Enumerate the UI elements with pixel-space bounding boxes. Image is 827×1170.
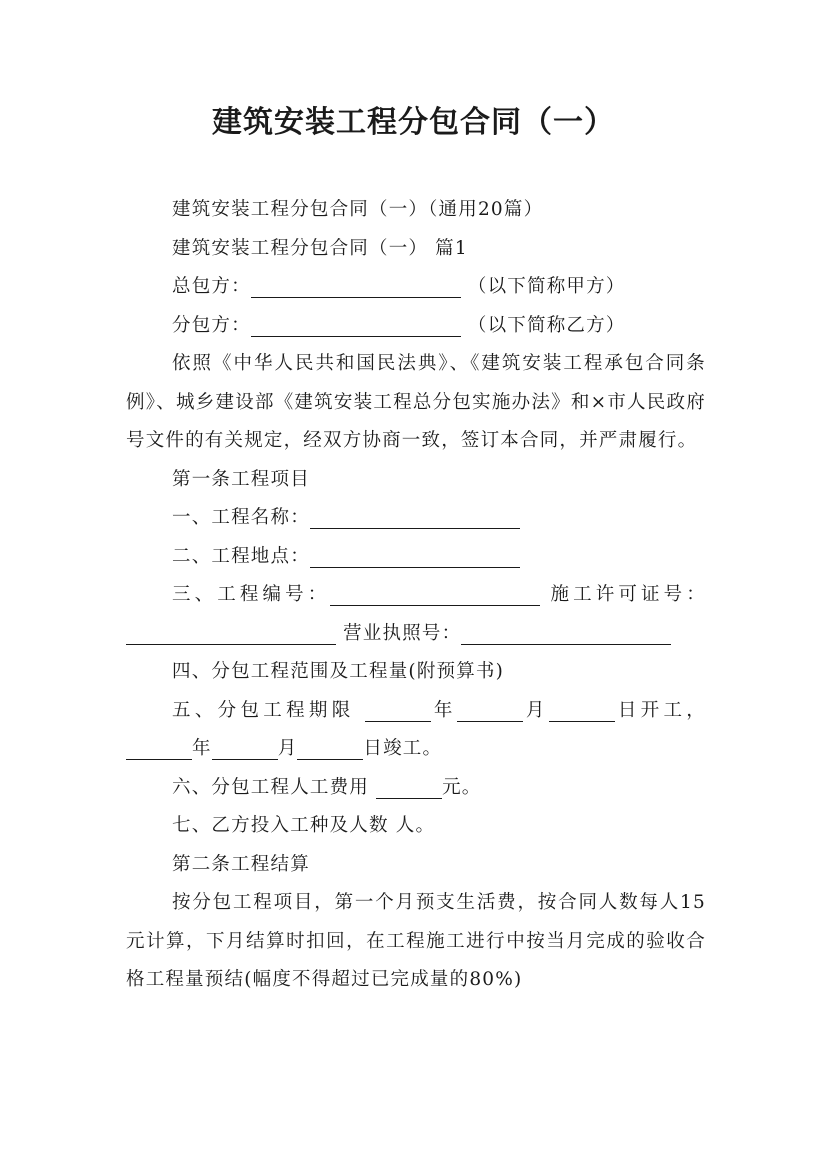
- project-name-line: [126, 499, 706, 538]
- project-location-label: 二、工程地点：: [172, 545, 310, 567]
- preamble-paragraph: 依照《中华人民共和国民法典》、《建筑安装工程承包合同条例》、城乡建设部《建筑安装工程总分包实施办法》和×市人民政府号文件的有关规定，经双方协商一致，签订本合同，并严肃履行。: [126, 353, 706, 451]
- subtitle-line: 建筑安装工程分包合同（一）（通用20篇）: [172, 199, 544, 220]
- end-month-label: 月: [277, 738, 298, 759]
- project-name-label: 一、工程名称：: [172, 507, 310, 528]
- project-name-blank: [310, 502, 520, 529]
- period-label: 五、分包工程期限: [172, 699, 355, 721]
- project-number-line: [126, 576, 706, 615]
- settlement-paragraph: 按分包工程项目，第一个月预支生活费，按合同人数每人15元计算，下月结算时扣回，在工程施工进行中按当月完成的验收合格工程量预结(幅度不得超过已完成量的80%): [126, 892, 706, 990]
- section-label-line: 建筑安装工程分包合同（一） 篇1: [172, 237, 468, 259]
- end-day-label: 日竣工。: [363, 738, 443, 759]
- start-month-label: 月: [522, 699, 549, 721]
- permit-label: 施工许可证号：: [550, 584, 706, 605]
- period-end-line: [126, 730, 706, 769]
- start-day-label: 日开工，: [614, 699, 706, 721]
- start-day-blank: [549, 695, 615, 722]
- end-month-blank: [212, 733, 278, 760]
- subcontractor-label: 分包方：: [172, 314, 251, 336]
- document-title: 建筑安装工程分包合同（一）: [212, 105, 615, 140]
- project-number-label: 三、工程编号：: [172, 584, 331, 605]
- workers-line: 七、乙方投入工种及人数 人。: [172, 815, 436, 836]
- labor-cost-label: 六、分包工程人工费用: [172, 776, 370, 798]
- license-line: [126, 615, 706, 654]
- labor-cost-unit: 元。: [442, 776, 482, 798]
- article1-heading: 第一条工程项目: [172, 468, 310, 490]
- general-contractor-line: [126, 268, 706, 307]
- end-year-label: 年: [192, 738, 212, 759]
- subcontractor-blank: [251, 310, 461, 337]
- general-contractor-suffix: （以下简称甲方）: [467, 276, 626, 297]
- start-year-label: 年: [430, 699, 457, 721]
- end-day-blank: [297, 733, 363, 760]
- general-contractor-label: 总包方：: [172, 276, 251, 297]
- article2-heading: 第二条工程结算: [172, 853, 310, 875]
- license-blank: [461, 618, 671, 645]
- subcontractor-line: [126, 307, 706, 346]
- project-location-line: [126, 538, 706, 577]
- project-number-blank: [330, 579, 540, 606]
- labor-cost-line: [126, 769, 706, 808]
- project-location-blank: [310, 541, 520, 568]
- document-body: [126, 191, 706, 1000]
- start-year-blank: [365, 695, 431, 722]
- period-line: [126, 692, 706, 731]
- permit-blank: [126, 618, 336, 645]
- license-label: 营业执照号：: [343, 622, 462, 644]
- subcontractor-suffix: （以下简称乙方）: [467, 314, 626, 336]
- start-month-blank: [457, 695, 523, 722]
- labor-cost-blank: [376, 772, 442, 799]
- general-contractor-blank: [251, 271, 461, 298]
- end-year-blank: [126, 733, 192, 760]
- scope-line: 四、分包工程范围及工程量(附预算书): [172, 661, 505, 682]
